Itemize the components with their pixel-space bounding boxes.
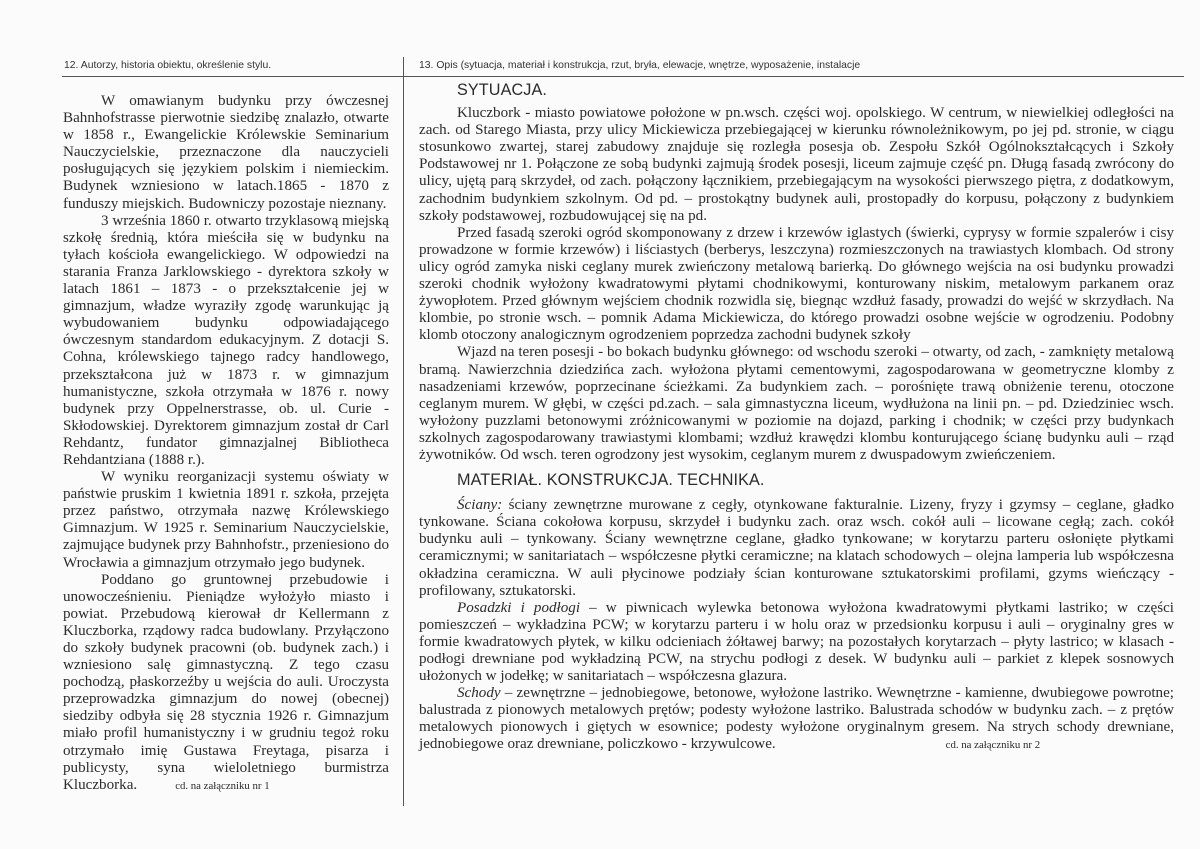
stairs-text: – zewnętrzne – jednobiegowe, betonowe, wyłożone lastriko. Wewnętrzne - kamienne, dwubiegowe powrotne; balustrada z pionowych metalowych prętów; podesty wyłożone lastriko. Balustrada schodów w budynku zach. – z prętów metalowych pionowych i giętych w esownice; podesty wyłożone oryginalnym gresem. Na strych schody drewniane, jednobiegowe oraz drewniane, policzkowo - krzywulcowe. [419, 685, 1174, 753]
section-13-heading: 13. Opis (sytuacja, materiał i konstrukcja, rzut, bryła, elewacje, wnętrze, wyposażenie, instalacje [419, 60, 861, 71]
floors-paragraph [419, 600, 1174, 685]
situation-paragraph: Przed fasadą szeroki ogród skomponowany z drzew i krzewów iglastych (świerki, cyprysy w formie szpalerów i cisy prowadzone w formie krzewów) i liściastych (berberys, leszczyna) rozmieszczonych na trawiastych klombach. Od strony ulicy ogród zamyka niski ceglany murek zwieńczony metalową barierką. Do głównego wejścia na osi budynku prowadzi szeroki chodnik wyłożony kwadratowymi płytami chodnikowymi, konturowany niskim, metalowym parkanem oraz żywopłotem. Przed głównym wejściem chodnik rozwidla się, biegnąc wzdłuż fasady, prowadzi do wejść w skrzydłach. Na klombie, po stronie wsch. – pomnik Adama Mickiewicza, do którego prowadzi osobne wejście w ogrodzeniu. Podobny klomb otoczony analogicznym ogrodzeniem poprzedza zachodni budynek szkoły [419, 224, 1174, 344]
stairs-paragraph [419, 685, 1174, 754]
history-paragraph: 3 września 1860 r. otwarto trzyklasową miejską szkołę średnią, która mieściła się w budynku na tyłach kościoła ewangelickiego. W odpowiedzi na starania Franza Jarklowskiego - dyrektora szkoły w latach 1861 – 1873 - o przekształcenie jej w gimnazjum, władze wyraziły zgodę warunkując ją wybudowaniem budynku odpowiadającego ówczesnym standardom edukacyjnym. Z dotacji S. Cohna, królewskiego tajnego radcy handlowego, przekształcona już w 1873 r. w gimnazjum humanistyczne, szkoła otrzymała w 1876 r. nowy budynek przy Oppelnerstrasse, ob. ul. Curie - Skłodowskiej. Dyrektorem gimnazjum został dr Carl Rehdantz, fundator gimnazjalnej Bibliotheca Rehdantziana (1888 r.). [63, 212, 389, 468]
walls-term: Ściany: [457, 497, 503, 514]
situation-paragraph: Kluczbork - miasto powiatowe położone w pn.wsch. części woj. opolskiego. W centrum, w niewielkiej odległości na zach. od Starego Miasta, przy ulicy Mickiewicza przebiegającej w kierunku równoleżnikowym, po jej pd. stronie, w ciągu stosunkowo zwartej, starej zabudowy znajduje się rozległa posesja ob. Zespołu Szkół Ogólnokształcących i Szkoły Podstawowej nr 1. Połączone ze sobą budynki zajmują środek posesji, liceum zajmuje część pn. Długą fasadą zwrócony do ulicy, ujętą parą skrzydeł, od zach. połączony łącznikiem, przebiegającym na wysokości pierwszego piętra, z dodatkowym, zachodnim budynkiem szkolnym. Od pd. – prostokątny budynek auli, prostopadły do korpusu, połączony z budynkiem szkoły podstawowej, rozbudowującej się na pd. [419, 105, 1174, 224]
history-paragraph [63, 572, 389, 795]
floors-text: – w piwnicach wylewka betonowa wyłożona kwadratowymi płytkami lastriko; w części pomieszczeń – wykładzina PCW; w korytarzu parteru i w holu oraz w przedsionku korpusu i auli – oryginalny gres w formie kwadratowych płytek, w kilku odcieniach żółtawej barwy; na pozostałych korytarzach – płyty lastrico; w klasach - podłogi drewniane pod wykładziną PCW, na strychu podłogi z desek. W budynku auli – parkiet z klepek sosnowych ułożonych w jodełkę; w sanitariatach – współczesna glazura. [419, 599, 1174, 685]
history-paragraph: W wyniku reorganizacji systemu oświaty w państwie pruskim 1 kwietnia 1891 r. szkoła, przejęta przez państwo, otrzymała nazwę Królewskiego Gimnazjum. W 1925 r. Seminarium Nauczycielskie, zajmujące budynek przy Bahnhofstr., przeniesiono do Wrocławia a gimnazjum otrzymało jego budynek. [63, 469, 389, 571]
column-divider [403, 57, 404, 806]
situation-heading: SYTUACJA. [457, 81, 547, 99]
continued-note: cd. na załączniku nr 2 [945, 739, 1041, 752]
history-paragraph-text: Poddano go gruntownej przebudowie i unowocześnieniu. Pieniądze wyłożyło miasto i powiat. Przebudową kierował dr Kellermann z Kluczborka, rządowy radca budowlany. Przyłączono do szkoły budynek pracowni (ob. budynek zach.) i wzniesiono salę gimnastyczną. Z tego czasu pochodzą, płaskorzeźby u wejścia do auli. Uroczysta przeprowadzka gimnazjum do nowej (obecnej) siedziby odbyła się 28 stycznia 1926 r. Gimnazjum miało profil humanistyczny i w grudniu tegoż roku otrzymało imię Gustawa Freytaga, pisarza i publicysty, syna wieloletniego burmistrza Kluczborka. [63, 571, 389, 793]
section-header-row [62, 57, 1184, 77]
walls-text: ściany zewnętrzne murowane z cegły, otynkowane fakturalnie. Lizeny, fryzy i gzymsy – ceglane, gładko tynkowane. Ściana cokołowa korpusu, skrzydeł i budynku zach. oraz wsch. cokół auli – licowane cegłą; zach. cokół budynku auli – tynkowany. Ściany wewnętrzne ceglane, gładko tynkowane; w korytarzu parteru osłonięte płytkami ceramicznymi; w sanitariatach – współczesne płytki ceramiczne; na klatach schodowych – olejna lamperia lub współczesna okładzina ceramiczna. W auli płycinowe podziały ścian konturowane sztukatorskimi profilami, gzyms wieńczący - profilowany, sztukatorski. [419, 497, 1174, 599]
situation-paragraph: Wjazd na teren posesji - bo bokach budynku głównego: od wschodu szeroki – otwarty, od zach, - zamknięty metalową bramą. Nawierzchnia dziedzińca zach. wyłożona płytami cementowymi, zagospodarowana w geometryczne klomby z nasadzeniami krzewów, poprzecinane ścieżkami. Za budynkiem zach. – porośnięte trawą obniżenie terenu, otoczone ceglanym murem. W głębi, w części pd.zach. – sala gimnastyczna liceum, wydłużona na linii pn. – pd. Dziedziniec wsch. wyłożony puzzlami betonowymi zróżnicowanymi w poziomie na dojazd, parking i chodnik; w części przy budynkach szkolnych zagospodarowany trawiastymi klombami; wzdłuż krawędzi klombu konturującego ścianę budynku auli – rząd żywotników. Od wsch. teren ogrodzony jest wysokim, ceglanym murem z dwuspadowym zwieńczeniem. [419, 344, 1174, 463]
material-construction-heading: MATERIAŁ. KONSTRUKCJA. TECHNIKA. [457, 471, 765, 490]
walls-paragraph [419, 497, 1174, 600]
floors-term: Posadzki i podłogi [457, 599, 581, 616]
description-column [419, 80, 1174, 755]
stairs-term: Schody [457, 685, 501, 702]
history-column [63, 93, 389, 795]
continued-note: cd. na załączniku nr 1 [175, 779, 270, 792]
history-paragraph: W omawianym budynku przy ówczesnej Bahnhofstrasse pierwotnie siedzibę znalazło, otwarte w 1858 r., Ewangelickie Królewskie Seminarium Nauczycielskie, przeznaczone dla nauczycieli posługujących się językiem polskim i niemieckim. Budynek wzniesiono w latach.1865 - 1870 z funduszy miejskich. Budowniczy pozostaje nieznany. [63, 93, 389, 212]
section-12-heading: 12. Autorzy, historia obiektu, określenie stylu. [64, 60, 272, 71]
